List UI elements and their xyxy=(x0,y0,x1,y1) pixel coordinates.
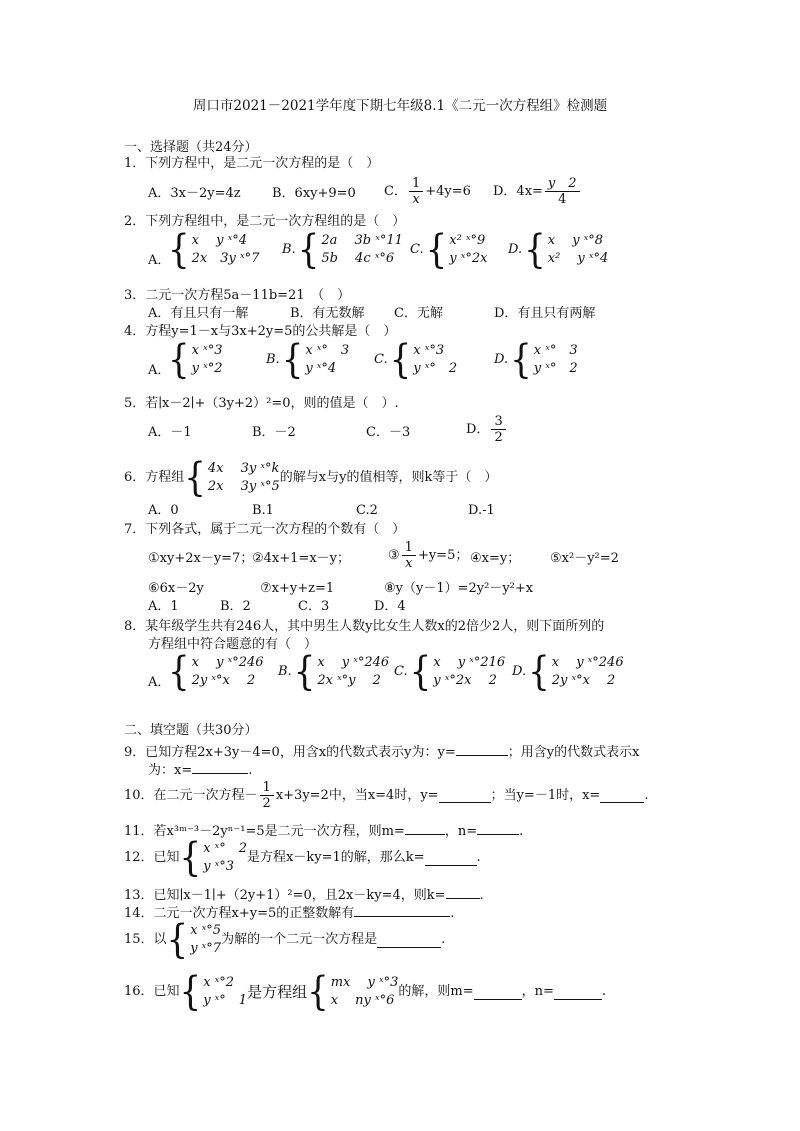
equation-row: y ˣ°4 xyxy=(305,361,337,376)
equation-rows xyxy=(192,342,223,378)
equation-rows xyxy=(203,840,247,876)
equation-row: y ˣ°2 xyxy=(191,361,223,376)
option-a: A．－1 xyxy=(148,425,192,440)
question-7-items-row1 xyxy=(148,540,730,580)
question-2-stem: 2．下列方程组中，是二元一次方程组的是（ ） xyxy=(124,214,406,229)
question-10-prefix: 10．在二元一次方程－ xyxy=(124,787,258,803)
equation-row: 2x 3y ˣ°7 xyxy=(191,251,260,266)
option-c-system xyxy=(410,227,488,273)
question-7-stem: 7．下列各式，属于二元一次方程的个数有（ ） xyxy=(124,522,406,537)
item-7: ⑦x+y+z=1 xyxy=(260,581,335,596)
question-1-stem: 1．下列方程中，是二元一次方程的是（ ） xyxy=(124,156,380,171)
fraction xyxy=(402,540,416,571)
brace-icon: { xyxy=(184,455,206,501)
answer-blank[interactable] xyxy=(446,884,480,899)
option-d-system xyxy=(508,227,609,273)
question-8-stem-line1: 8．某年级学生共有246人，其中男生人数y比女生人数x的2倍少2人，则下面所列的 xyxy=(124,619,605,634)
option-b-system xyxy=(278,649,390,695)
option-c-label: C. xyxy=(410,242,424,257)
question-12-suffix: 是方程x－ky=1的解，那么k= xyxy=(247,850,425,865)
option-a-system xyxy=(168,649,264,695)
fraction xyxy=(545,176,580,207)
equation-row: y ˣ° 2 xyxy=(533,361,578,376)
answer-blank[interactable] xyxy=(474,985,522,1000)
option-a: A．0 xyxy=(148,503,179,518)
question-4-stem: 4．方程y=1－x与3x+2y=5的公共解是（ ） xyxy=(124,324,397,339)
question-5-stem: 5．若∣x－2∣+（3y+2）²=0，则的值是（ ）. xyxy=(124,396,399,411)
equation-row: x ˣ°2 xyxy=(203,975,235,990)
equation-rows xyxy=(548,232,609,268)
option-b: B．2 xyxy=(220,599,251,614)
option-d: D.-1 xyxy=(468,503,495,518)
section-heading-choice: 一、选择题（共24分） xyxy=(124,140,258,155)
question-3-options xyxy=(148,305,730,323)
answer-blank[interactable] xyxy=(377,933,441,948)
option-a: A．3x－2y=4z xyxy=(148,186,241,201)
option-c-suffix: +4y=6 xyxy=(425,184,471,199)
brace-icon: { xyxy=(168,227,190,273)
option-c-prefix: C． xyxy=(384,184,407,199)
question-11-prefix: 11．若x³ᵐ⁻³－2yⁿ⁻¹=5是二元一次方程，则m= xyxy=(124,824,405,839)
fraction-numerator: 1 xyxy=(402,540,416,556)
answer-blank[interactable] xyxy=(425,851,477,866)
question-9-text-b: ；用含y的代数式表示x xyxy=(507,745,640,760)
option-c: C．3 xyxy=(298,599,330,614)
option-d-prefix: D．4x= xyxy=(493,184,543,199)
item-5: ⑤x²－y²=2 xyxy=(550,551,619,566)
option-d-label: D. xyxy=(512,664,527,679)
equation-row: x y ˣ°246 xyxy=(317,655,390,670)
question-6-options xyxy=(148,502,730,520)
option-b: B.1 xyxy=(252,503,274,518)
brace-icon: { xyxy=(179,835,202,881)
option-c-label: C. xyxy=(394,664,408,679)
equation-rows xyxy=(305,342,349,378)
equation-rows xyxy=(208,460,280,496)
question-15 xyxy=(124,918,445,962)
brace-icon: { xyxy=(297,227,320,273)
item-3-prefix: ③ xyxy=(388,548,400,563)
option-c xyxy=(384,176,471,207)
question-10 xyxy=(124,780,648,811)
option-c-system xyxy=(394,649,506,695)
equation-row: y ˣ°2x xyxy=(449,251,488,266)
question-11-middle: ，n= xyxy=(444,824,478,839)
equation-row: x ˣ°5 xyxy=(190,923,222,938)
question-14-prefix: 14．二元一次方程x+y=5的正整数解有 xyxy=(124,906,355,921)
equation-row: mx y ˣ°3 xyxy=(330,975,399,990)
option-d-label: D. xyxy=(508,242,523,257)
equation-row: 2a 3b ˣ°11 xyxy=(321,233,403,248)
equation-rows xyxy=(190,922,221,958)
equation-rows xyxy=(331,974,399,1010)
option-a: A．有且只有一解 xyxy=(148,306,249,321)
option-d-system xyxy=(494,337,578,383)
equation-row: y ˣ° 1 xyxy=(203,993,248,1008)
equation-row: x ˣ°3 xyxy=(413,343,445,358)
equation-rows xyxy=(317,654,389,690)
equation-row: 2y ˣ°x 2 xyxy=(551,673,616,688)
question-13-end: . xyxy=(479,888,484,903)
equation-rows xyxy=(413,342,457,378)
item-2: ②4x+1=x－y； xyxy=(252,551,350,566)
equation-row: y ˣ° 2 xyxy=(413,361,458,376)
brace-icon: { xyxy=(166,917,189,963)
option-b-label: B. xyxy=(282,242,296,257)
fraction-denominator: 2 xyxy=(494,430,503,445)
option-d-system xyxy=(512,649,624,695)
equation-row: y ˣ°2x 2 xyxy=(433,673,497,688)
answer-blank[interactable] xyxy=(554,985,602,1000)
equation-row: x y ˣ°216 xyxy=(433,655,506,670)
option-a-text: A． xyxy=(148,363,171,378)
fraction-denominator: x xyxy=(405,556,413,571)
answer-blank[interactable] xyxy=(477,820,519,835)
question-13-prefix: 13．已知∣x－1∣+（2y+1）²=0，且2x－ky=4，则k= xyxy=(124,888,446,903)
fraction xyxy=(409,176,423,207)
answer-blank[interactable] xyxy=(456,741,508,756)
question-16-end: . xyxy=(601,984,607,999)
fraction-numerator: 1 xyxy=(260,780,274,796)
option-d xyxy=(466,414,508,445)
fraction-numerator: y 2 xyxy=(545,176,580,192)
question-16-prefix: 16．已知 xyxy=(124,984,180,999)
brace-icon: { xyxy=(179,969,202,1015)
option-a-text: A． xyxy=(148,675,171,690)
equation-row: x ˣ°3 xyxy=(191,343,223,358)
equation-rows xyxy=(192,654,264,690)
fraction-numerator: 3 xyxy=(491,414,505,430)
question-6-suffix: 的解与x与y的值相等，则k等于（ ） xyxy=(279,470,498,485)
question-15-end: . xyxy=(441,932,446,947)
fraction xyxy=(491,414,505,445)
option-b-label: B. xyxy=(266,352,280,367)
equation-row: x² ˣ°9 xyxy=(449,233,486,248)
option-b: B．6xy+9=0 xyxy=(272,186,356,201)
equation-row: x ˣ° 3 xyxy=(305,343,350,358)
equation-row: x y ˣ°8 xyxy=(547,233,604,248)
question-11-end: . xyxy=(519,824,524,839)
equation-row: 4x 3y ˣ°k xyxy=(207,461,280,476)
option-b: B．有无数解 xyxy=(290,306,365,321)
option-a-text: A． xyxy=(148,253,171,268)
brace-icon: { xyxy=(307,969,329,1015)
brace-icon: { xyxy=(528,649,550,695)
equation-rows xyxy=(433,654,505,690)
option-b: B．－2 xyxy=(252,425,296,440)
brace-icon: { xyxy=(524,227,546,273)
equation-row: x y ˣ°246 xyxy=(191,655,264,670)
option-c-system xyxy=(374,337,458,383)
brace-icon: { xyxy=(281,337,304,383)
question-3-stem: 3．二元一次方程5a－11b=21 （ ） xyxy=(124,288,351,303)
question-16 xyxy=(124,968,606,1016)
question-16-middle2: ，n= xyxy=(521,984,554,999)
question-8-options xyxy=(148,649,738,698)
brace-icon: { xyxy=(168,649,190,695)
equation-row: 2x 3y ˣ°5 xyxy=(207,479,280,494)
option-b-system xyxy=(266,337,350,383)
item-4: ④x=y； xyxy=(470,551,521,566)
question-16-suffix: 的解，则m= xyxy=(398,984,474,999)
item-1: ①xy+2x－y=7； xyxy=(148,551,254,566)
option-d: D．4 xyxy=(374,599,406,614)
option-b-system xyxy=(282,227,403,273)
question-5-options xyxy=(148,414,730,454)
equation-rows xyxy=(449,232,487,268)
question-15-suffix: 为解的一个二元一次方程是 xyxy=(221,932,378,947)
equation-rows xyxy=(321,232,403,268)
equation-row: x² y ˣ°4 xyxy=(547,251,609,266)
question-14-end: . xyxy=(450,906,455,921)
question-10-end: . xyxy=(644,787,649,803)
question-9-text-d: . xyxy=(248,763,253,778)
option-d: D．有且只有两解 xyxy=(494,306,596,321)
brace-icon: { xyxy=(510,337,532,383)
fraction-numerator: 1 xyxy=(409,176,423,192)
brace-icon: { xyxy=(389,337,412,383)
answer-blank[interactable] xyxy=(600,788,644,803)
question-10-middle2: ；当y=－1时，x= xyxy=(490,787,601,803)
question-7-items-row2 xyxy=(148,580,730,598)
equation-row: x ˣ° 3 xyxy=(533,343,578,358)
question-12-prefix: 12．已知 xyxy=(124,850,180,865)
item-8: ⑧y（y－1）=2y²－y²+x xyxy=(384,581,534,596)
answer-blank[interactable] xyxy=(192,759,248,774)
question-6-prefix: 6．方程组 xyxy=(124,470,185,485)
equation-row: 5b 4c ˣ°6 xyxy=(321,251,395,266)
answer-blank[interactable] xyxy=(439,788,491,803)
answer-blank[interactable] xyxy=(405,820,445,835)
section-heading-fill: 二、填空题（共30分） xyxy=(124,723,258,738)
option-a-system xyxy=(168,337,223,383)
equation-row: x y ˣ°246 xyxy=(551,655,624,670)
equation-row: y ˣ°3 xyxy=(203,859,235,874)
equation-rows xyxy=(203,974,247,1010)
brace-icon: { xyxy=(409,649,432,695)
item-6: ⑥6x－2y xyxy=(148,581,204,596)
option-c-label: C. xyxy=(374,352,388,367)
answer-blank[interactable] xyxy=(354,902,450,917)
question-9-text-a: 9．已知方程2x+3y－4=0，用含x的代数式表示y为：y= xyxy=(124,745,456,760)
question-8-stem-line2: 方程组中符合题意的有（ ） xyxy=(148,637,318,652)
option-d-prefix: D． xyxy=(466,422,490,437)
equation-row: x y ˣ°4 xyxy=(191,233,247,248)
option-c: C．无解 xyxy=(394,306,443,321)
question-6-stem xyxy=(124,456,497,500)
equation-row: y ˣ°7 xyxy=(190,941,222,956)
question-15-prefix: 15．以 xyxy=(124,932,167,947)
question-12 xyxy=(124,836,481,880)
question-9-line2 xyxy=(148,759,252,780)
option-d-label: D. xyxy=(494,352,509,367)
equation-row: x ny ˣ°6 xyxy=(330,993,395,1008)
fraction-denominator: 4 xyxy=(558,192,567,207)
brace-icon: { xyxy=(168,337,190,383)
fraction-denominator: x xyxy=(412,192,420,207)
question-4-options xyxy=(148,337,728,386)
fraction-denominator: 2 xyxy=(262,796,271,811)
equation-rows xyxy=(552,654,624,690)
equation-rows xyxy=(192,232,260,268)
equation-row: 2x ˣ°y 2 xyxy=(317,673,381,688)
brace-icon: { xyxy=(293,649,316,695)
equation-row: x ˣ° 2 xyxy=(203,841,248,856)
question-9-text-c: 为：x= xyxy=(148,763,193,778)
question-16-middle: 是方程组 xyxy=(247,983,308,1001)
question-2-options xyxy=(148,227,728,276)
item-3-suffix: +y=5； xyxy=(417,548,469,563)
option-c: C.2 xyxy=(356,503,378,518)
option-d xyxy=(493,176,582,207)
question-12-end: . xyxy=(476,850,481,865)
question-7-options xyxy=(148,598,730,616)
equation-rows xyxy=(534,342,578,378)
option-b-label: B. xyxy=(278,664,292,679)
brace-icon: { xyxy=(425,227,448,273)
page-title: 周口市2021－2021学年度下期七年级8.1《二元一次方程组》检测题 xyxy=(192,98,608,114)
fraction xyxy=(260,780,274,811)
option-a: A．1 xyxy=(148,599,179,614)
option-a-system xyxy=(168,227,260,273)
option-c: C．－3 xyxy=(366,425,411,440)
item-3 xyxy=(388,540,468,571)
question-10-middle: x+3y=2中，当x=4时，y= xyxy=(275,787,439,803)
equation-row: 2y ˣ°x 2 xyxy=(191,673,256,688)
question-1-options xyxy=(148,176,730,216)
